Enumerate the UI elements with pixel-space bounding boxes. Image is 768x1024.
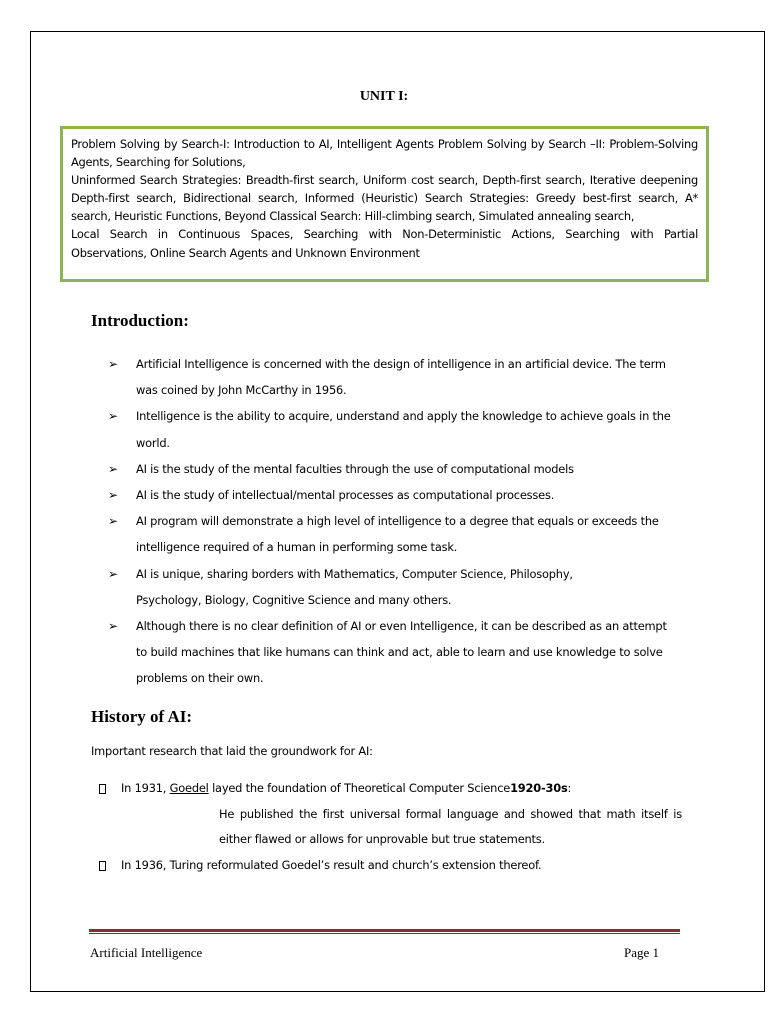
arrow-bullet-icon: ➢: [108, 566, 118, 581]
arrow-bullet-icon: ➢: [108, 357, 118, 371]
history-item-suffix: :: [567, 781, 572, 795]
list-item-text: Intelligence is the ability to acquire, understand and apply the knowledge to achieve goals in the world.: [136, 409, 671, 450]
list-item: [108, 351, 680, 403]
page-number: Page 1: [624, 945, 660, 960]
square-bullet-icon: [99, 861, 106, 871]
history-list: [97, 776, 682, 878]
arrow-bullet-icon: ➢: [108, 488, 118, 503]
list-item: [108, 561, 680, 613]
goedel-name: Goedel: [169, 781, 209, 795]
arrow-bullet-icon: ➢: [108, 461, 118, 476]
introduction-list: [108, 351, 680, 692]
arrow-bullet-icon: ➢: [108, 514, 118, 529]
list-item: [108, 508, 680, 560]
history-item-detail: He published the first universal formal language and showed that math itself is either flawed or allows for unprovable but true statements.: [219, 806, 682, 846]
syllabus-box: [60, 126, 709, 282]
history-heading: History of AI:: [91, 707, 193, 726]
footer-rule: [89, 929, 680, 932]
arrow-bullet-icon: ➢: [108, 619, 118, 634]
syllabus-paragraph: Uninformed Search Strategies: Breadth-first search, Uniform cost search, Depth-first search, Iterative deepening Depth-first search, Bidirectional search, Informed (Heuristic) Search Strategies: Greedy best-first search, A* search, Heuristic Functions, Beyond Classical Search: Hill-climbing search, Simulated annealing search,: [71, 173, 698, 224]
list-item: [108, 456, 680, 482]
history-item-text: In 1936, Turing reformulated Goedel’s result and church’s extension thereof.: [121, 857, 542, 872]
syllabus-paragraph: Problem Solving by Search-I: Introduction to AI, Intelligent Agents Problem Solving by Search –II: Problem-Solving Agents, Searching for Solutions,: [71, 137, 698, 170]
list-item-text: AI is the study of the mental faculties through the use of computational models: [136, 461, 574, 476]
list-item: [97, 776, 682, 853]
footer-rule-thin: [89, 933, 680, 934]
list-item-text: Artificial Intelligence is concerned with the design of intelligence in an artificial device. The term was coined by John McCarthy in 1956.: [136, 357, 666, 398]
history-item-middle: layed the foundation of Theoretical Computer Science: [208, 781, 511, 795]
unit-title: UNIT I:: [359, 89, 409, 104]
history-item-prefix: In 1931,: [121, 781, 170, 795]
list-item: [108, 482, 680, 508]
list-item-text: AI program will demonstrate a high level of intelligence to a degree that equals or exceeds the intelligence required of a human in performing some task.: [136, 514, 659, 555]
square-bullet-icon: [99, 784, 106, 794]
syllabus-paragraph: Local Search in Continuous Spaces, Searching with Non-Deterministic Actions, Searching with Partial Observations, Online Search Agents and Unknown Environment: [71, 227, 698, 260]
arrow-bullet-icon: ➢: [108, 409, 118, 424]
footer-title: Artificial Intelligence: [90, 945, 203, 960]
history-item-date: 1920-30s: [510, 781, 568, 795]
list-item-text: AI is unique, sharing borders with Mathematics, Computer Science, Philosophy,: [136, 566, 573, 581]
list-item: [108, 403, 680, 455]
list-item: [97, 853, 682, 879]
list-item-text-continued: Psychology, Biology, Cognitive Science and many others.: [136, 592, 452, 607]
introduction-heading: Introduction:: [91, 311, 189, 330]
list-item: [108, 613, 680, 692]
list-item-text: AI is the study of intellectual/mental processes as computational processes.: [136, 488, 555, 503]
history-lead-text: Important research that laid the groundwork for AI:: [91, 744, 373, 758]
list-item-text: Although there is no clear definition of AI or even Intelligence, it can be described as an attempt to build machines that like humans can think and act, able to learn and use knowledge to solve problems on their own.: [136, 619, 667, 686]
